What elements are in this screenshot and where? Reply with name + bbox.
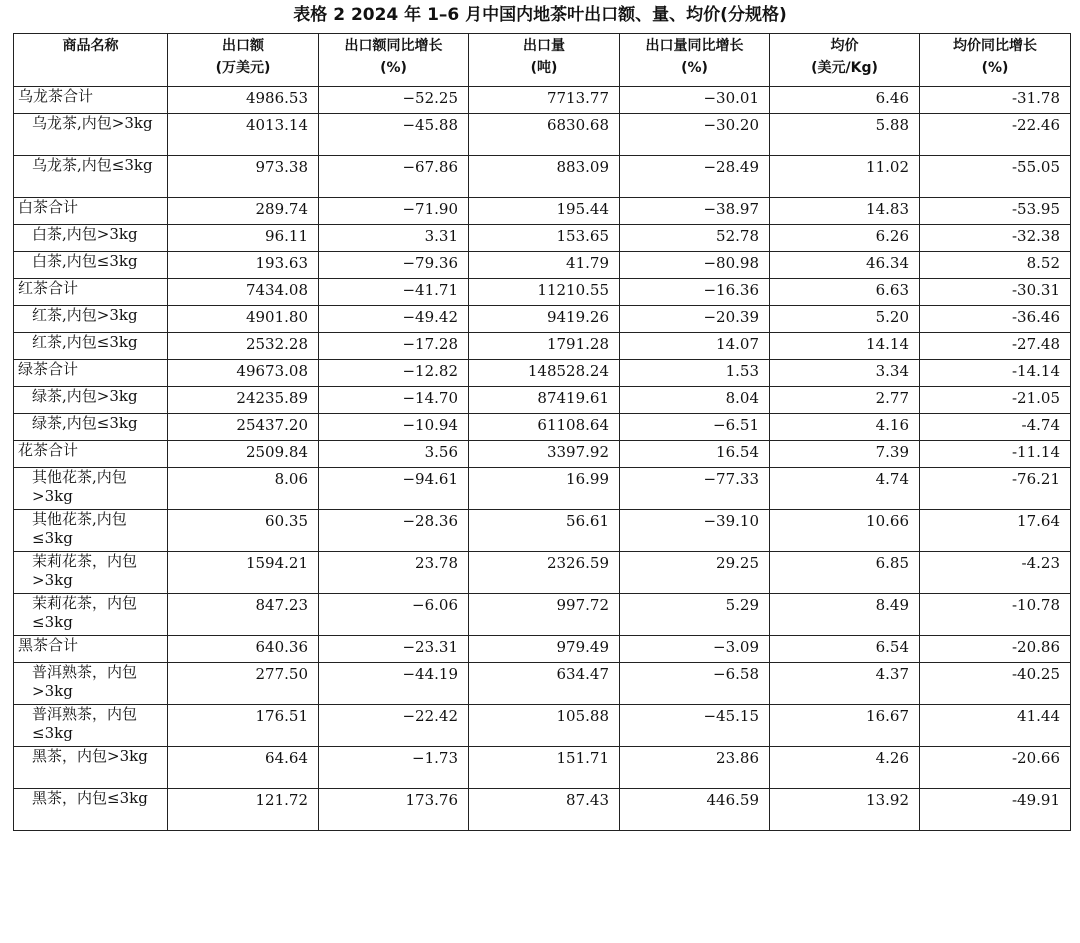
value-cell: 1594.21 <box>168 552 319 594</box>
value-cell: 2.77 <box>770 387 920 414</box>
value-cell: 41.44 <box>920 705 1071 747</box>
value-cell: −52.25 <box>319 87 469 114</box>
value-cell: 883.09 <box>469 156 620 198</box>
value-cell: −16.36 <box>620 279 770 306</box>
value-cell: 24235.89 <box>168 387 319 414</box>
value-cell: −67.86 <box>319 156 469 198</box>
value-cell: 13.92 <box>770 789 920 831</box>
value-cell: 10.66 <box>770 510 920 552</box>
table-row <box>14 360 1071 387</box>
col-header-label: 均价 <box>830 38 859 54</box>
value-cell: 7.39 <box>770 441 920 468</box>
value-cell: 979.49 <box>469 636 620 663</box>
value-cell: 8.49 <box>770 594 920 636</box>
value-cell: 1.53 <box>620 360 770 387</box>
value-cell: 6.54 <box>770 636 920 663</box>
product-name-cell: 花茶合计 <box>14 441 168 468</box>
col-header-export-value <box>168 34 319 87</box>
value-cell: −77.33 <box>620 468 770 510</box>
value-cell: 2326.59 <box>469 552 620 594</box>
value-cell: 11.02 <box>770 156 920 198</box>
col-header-name <box>14 34 168 87</box>
value-cell: -30.31 <box>920 279 1071 306</box>
value-cell: -36.46 <box>920 306 1071 333</box>
value-cell: −14.70 <box>319 387 469 414</box>
product-name-cell: 普洱熟茶，内包≤3kg <box>14 705 168 747</box>
value-cell: -20.86 <box>920 636 1071 663</box>
product-name-cell: 其他花茶,内包≤3kg <box>14 510 168 552</box>
product-name-cell: 普洱熟茶，内包>3kg <box>14 663 168 705</box>
table-row <box>14 747 1071 789</box>
product-name-cell: 红茶合计 <box>14 279 168 306</box>
table-row <box>14 252 1071 279</box>
table-row <box>14 279 1071 306</box>
value-cell: 49673.08 <box>168 360 319 387</box>
product-name-cell: 茉莉花茶，内包>3kg <box>14 552 168 594</box>
value-cell: −94.61 <box>319 468 469 510</box>
value-cell: 41.79 <box>469 252 620 279</box>
value-cell: -22.46 <box>920 114 1071 156</box>
export-table <box>13 33 1071 831</box>
value-cell: 8.52 <box>920 252 1071 279</box>
col-header-label: 出口额同比增长 <box>344 38 443 54</box>
col-header-unit: (%) <box>981 60 1009 76</box>
table-row <box>14 87 1071 114</box>
value-cell: 148528.24 <box>469 360 620 387</box>
product-name-cell: 白茶,内包>3kg <box>14 225 168 252</box>
value-cell: 9419.26 <box>469 306 620 333</box>
value-cell: 7434.08 <box>168 279 319 306</box>
value-cell: 173.76 <box>319 789 469 831</box>
value-cell: 4.74 <box>770 468 920 510</box>
col-header-unit: (吨) <box>530 60 558 76</box>
table-row <box>14 333 1071 360</box>
col-header-unit: (%) <box>681 60 708 76</box>
value-cell: −12.82 <box>319 360 469 387</box>
product-name-cell: 乌龙茶,内包≤3kg <box>14 156 168 198</box>
value-cell: −30.20 <box>620 114 770 156</box>
table-body <box>14 87 1071 831</box>
value-cell: −38.97 <box>620 198 770 225</box>
col-header-label: 出口额 <box>222 38 264 54</box>
value-cell: 87.43 <box>469 789 620 831</box>
value-cell: -11.14 <box>920 441 1071 468</box>
value-cell: -21.05 <box>920 387 1071 414</box>
value-cell: -31.78 <box>920 87 1071 114</box>
product-name-cell: 其他花茶,内包>3kg <box>14 468 168 510</box>
col-header-unit: (%) <box>380 60 407 76</box>
value-cell: 4901.80 <box>168 306 319 333</box>
value-cell: −79.36 <box>319 252 469 279</box>
value-cell: 16.54 <box>620 441 770 468</box>
value-cell: 14.83 <box>770 198 920 225</box>
value-cell: −45.88 <box>319 114 469 156</box>
value-cell: 153.65 <box>469 225 620 252</box>
product-name-cell: 白茶合计 <box>14 198 168 225</box>
value-cell: 8.06 <box>168 468 319 510</box>
value-cell: 25437.20 <box>168 414 319 441</box>
col-header-label: 商品名称 <box>62 38 119 54</box>
col-header-unit: (美元/Kg) <box>811 60 878 76</box>
product-name-cell: 绿茶合计 <box>14 360 168 387</box>
col-header-label: 均价同比增长 <box>953 38 1037 54</box>
value-cell: -55.05 <box>920 156 1071 198</box>
value-cell: -4.23 <box>920 552 1071 594</box>
value-cell: 4013.14 <box>168 114 319 156</box>
col-header-unit: (万美元) <box>215 60 271 76</box>
value-cell: 23.86 <box>620 747 770 789</box>
value-cell: 3397.92 <box>469 441 620 468</box>
value-cell: −80.98 <box>620 252 770 279</box>
table-row <box>14 306 1071 333</box>
product-name-cell: 乌龙茶,内包>3kg <box>14 114 168 156</box>
table-row <box>14 663 1071 705</box>
value-cell: -32.38 <box>920 225 1071 252</box>
value-cell: −49.42 <box>319 306 469 333</box>
value-cell: −44.19 <box>319 663 469 705</box>
value-cell: 446.59 <box>620 789 770 831</box>
value-cell: 6.46 <box>770 87 920 114</box>
value-cell: 14.07 <box>620 333 770 360</box>
value-cell: −28.36 <box>319 510 469 552</box>
value-cell: 277.50 <box>168 663 319 705</box>
value-cell: 973.38 <box>168 156 319 198</box>
table-row <box>14 225 1071 252</box>
value-cell: 5.88 <box>770 114 920 156</box>
col-header-export-volume <box>469 34 620 87</box>
value-cell: −6.06 <box>319 594 469 636</box>
value-cell: −6.51 <box>620 414 770 441</box>
value-cell: 56.61 <box>469 510 620 552</box>
value-cell: 46.34 <box>770 252 920 279</box>
value-cell: 4.16 <box>770 414 920 441</box>
value-cell: 6.85 <box>770 552 920 594</box>
value-cell: −23.31 <box>319 636 469 663</box>
value-cell: -53.95 <box>920 198 1071 225</box>
value-cell: 17.64 <box>920 510 1071 552</box>
value-cell: 52.78 <box>620 225 770 252</box>
value-cell: 4.37 <box>770 663 920 705</box>
table-row <box>14 114 1071 156</box>
table-row <box>14 441 1071 468</box>
value-cell: −1.73 <box>319 747 469 789</box>
value-cell: 640.36 <box>168 636 319 663</box>
col-header-avg-price <box>770 34 920 87</box>
value-cell: −45.15 <box>620 705 770 747</box>
value-cell: 6.63 <box>770 279 920 306</box>
value-cell: −71.90 <box>319 198 469 225</box>
value-cell: 2509.84 <box>168 441 319 468</box>
value-cell: 847.23 <box>168 594 319 636</box>
value-cell: −10.94 <box>319 414 469 441</box>
value-cell: 3.34 <box>770 360 920 387</box>
value-cell: 195.44 <box>469 198 620 225</box>
table-row <box>14 387 1071 414</box>
value-cell: 16.99 <box>469 468 620 510</box>
value-cell: 4986.53 <box>168 87 319 114</box>
value-cell: −39.10 <box>620 510 770 552</box>
table-row <box>14 594 1071 636</box>
col-header-export-value-growth <box>319 34 469 87</box>
value-cell: 2532.28 <box>168 333 319 360</box>
value-cell: 16.67 <box>770 705 920 747</box>
product-name-cell: 黑茶合计 <box>14 636 168 663</box>
value-cell: 4.26 <box>770 747 920 789</box>
table-row <box>14 468 1071 510</box>
table-row <box>14 510 1071 552</box>
table-row <box>14 636 1071 663</box>
value-cell: 997.72 <box>469 594 620 636</box>
table-row <box>14 414 1071 441</box>
value-cell: −41.71 <box>319 279 469 306</box>
value-cell: -10.78 <box>920 594 1071 636</box>
value-cell: 6830.68 <box>469 114 620 156</box>
value-cell: -76.21 <box>920 468 1071 510</box>
value-cell: −6.58 <box>620 663 770 705</box>
value-cell: 64.64 <box>168 747 319 789</box>
value-cell: 3.56 <box>319 441 469 468</box>
value-cell: 7713.77 <box>469 87 620 114</box>
value-cell: −22.42 <box>319 705 469 747</box>
value-cell: 193.63 <box>168 252 319 279</box>
value-cell: 96.11 <box>168 225 319 252</box>
value-cell: 634.47 <box>469 663 620 705</box>
table-row <box>14 156 1071 198</box>
value-cell: 105.88 <box>469 705 620 747</box>
value-cell: 6.26 <box>770 225 920 252</box>
value-cell: 14.14 <box>770 333 920 360</box>
product-name-cell: 黑茶，内包≤3kg <box>14 789 168 831</box>
value-cell: 289.74 <box>168 198 319 225</box>
value-cell: -4.74 <box>920 414 1071 441</box>
value-cell: 1791.28 <box>469 333 620 360</box>
table-row <box>14 198 1071 225</box>
value-cell: 11210.55 <box>469 279 620 306</box>
col-header-label: 出口量同比增长 <box>645 38 744 54</box>
table-row <box>14 552 1071 594</box>
value-cell: -27.48 <box>920 333 1071 360</box>
col-header-export-volume-growth <box>620 34 770 87</box>
table-row <box>14 789 1071 831</box>
value-cell: −17.28 <box>319 333 469 360</box>
value-cell: −20.39 <box>620 306 770 333</box>
product-name-cell: 绿茶,内包≤3kg <box>14 414 168 441</box>
value-cell: 87419.61 <box>469 387 620 414</box>
value-cell: 29.25 <box>620 552 770 594</box>
value-cell: 8.04 <box>620 387 770 414</box>
value-cell: 121.72 <box>168 789 319 831</box>
value-cell: -49.91 <box>920 789 1071 831</box>
value-cell: 60.35 <box>168 510 319 552</box>
value-cell: 176.51 <box>168 705 319 747</box>
product-name-cell: 红茶,内包≤3kg <box>14 333 168 360</box>
value-cell: 61108.64 <box>469 414 620 441</box>
value-cell: -14.14 <box>920 360 1071 387</box>
table-title: 表格 2 2024 年 1–6 月中国内地茶叶出口额、量、均价(分规格) <box>293 5 787 25</box>
table-row <box>14 705 1071 747</box>
col-header-label: 出口量 <box>523 38 565 54</box>
value-cell: −28.49 <box>620 156 770 198</box>
value-cell: 23.78 <box>319 552 469 594</box>
product-name-cell: 乌龙茶合计 <box>14 87 168 114</box>
product-name-cell: 红茶,内包>3kg <box>14 306 168 333</box>
product-name-cell: 绿茶,内包>3kg <box>14 387 168 414</box>
value-cell: −30.01 <box>620 87 770 114</box>
col-header-avg-price-growth <box>920 34 1071 87</box>
product-name-cell: 黑茶，内包>3kg <box>14 747 168 789</box>
value-cell: 3.31 <box>319 225 469 252</box>
value-cell: 5.20 <box>770 306 920 333</box>
product-name-cell: 白茶,内包≤3kg <box>14 252 168 279</box>
value-cell: 151.71 <box>469 747 620 789</box>
value-cell: -20.66 <box>920 747 1071 789</box>
value-cell: −3.09 <box>620 636 770 663</box>
product-name-cell: 茉莉花茶，内包≤3kg <box>14 594 168 636</box>
value-cell: -40.25 <box>920 663 1071 705</box>
value-cell: 5.29 <box>620 594 770 636</box>
header-row <box>14 34 1071 87</box>
